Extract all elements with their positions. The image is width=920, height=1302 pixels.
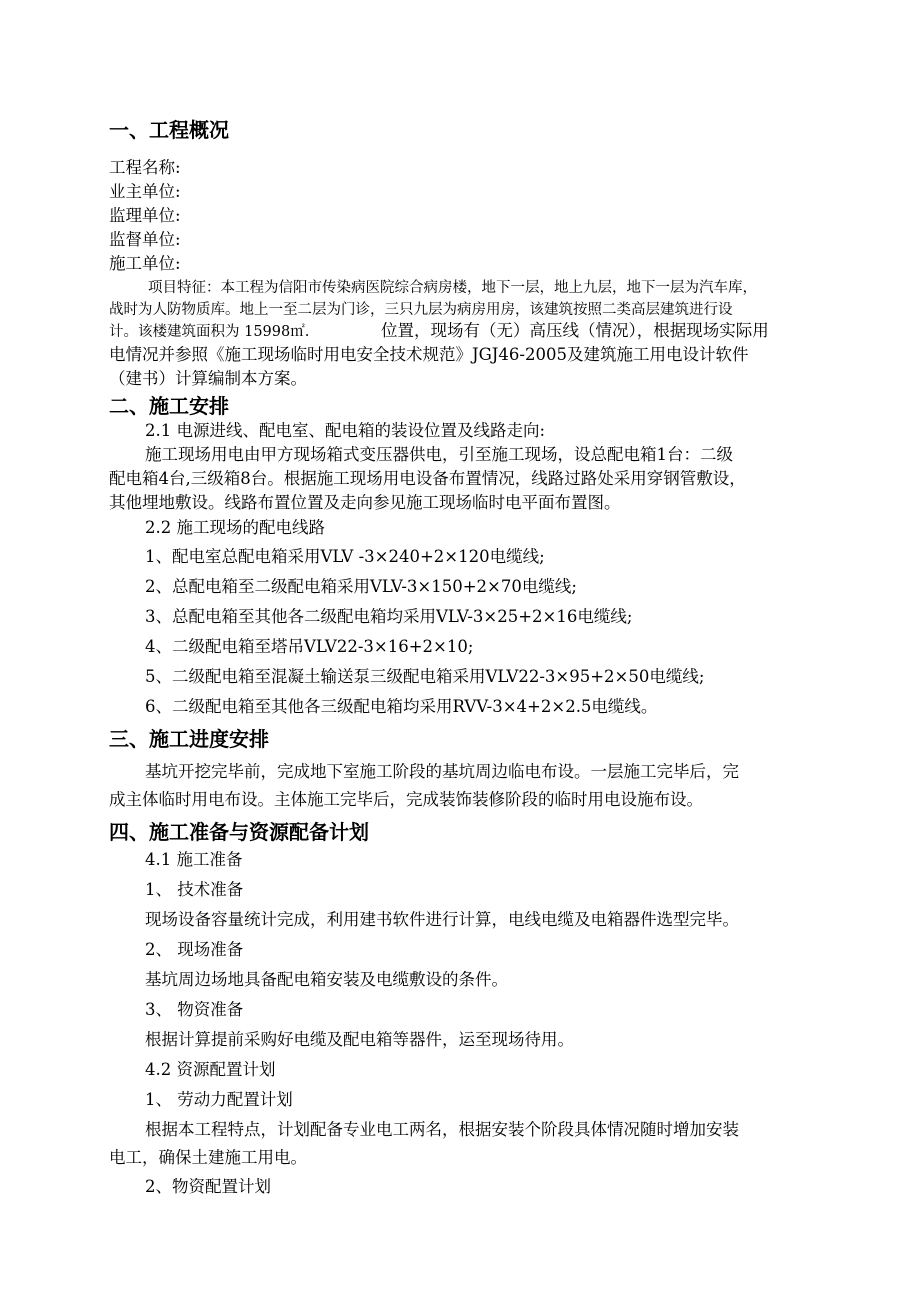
section-2-1-body-3: 其他埋地敷设。线路布置位置及走向参见施工现场临时电平面布置图。 bbox=[109, 493, 621, 512]
field-inspector: 监督单位: bbox=[109, 230, 181, 249]
features-line-2: 战时为人防物质库。地上一至二层为门诊，三只九层为病房用房，该建筑按照二类高层建筑进行设 bbox=[109, 302, 733, 318]
tech-prep-body: 现场设备容量统计完成，利用建书软件进行计算，电线电缆及电箱器件选型完毕。 bbox=[145, 910, 739, 929]
cable-line-3: 3、总配电箱至其他各二级配电箱均采用VLV-3×25+2×16电缆线; bbox=[145, 607, 633, 626]
section-2-1-body-2: 配电箱4台,三级箱8台。根据施工现场用电设备布置情况，线路过路处采用穿钢管敷设， bbox=[109, 469, 746, 488]
field-project-name: 工程名称: bbox=[109, 158, 181, 177]
section-4-heading: 四、施工准备与资源配备计划 bbox=[109, 820, 369, 844]
cable-line-1: 1、配电室总配电箱采用VLV -3×240+2×120电缆线; bbox=[145, 547, 545, 566]
field-supervisor: 监理单位: bbox=[109, 206, 181, 225]
section-2-2-title: 2.2 施工现场的配电线路 bbox=[145, 518, 325, 537]
section-3-body-1: 基坑开挖完毕前，完成地下室施工阶段的基坑周边临电布设。一层施工完毕后，完 bbox=[145, 762, 739, 781]
cable-line-5: 5、二级配电箱至混凝土输送泵三级配电箱采用VLV22-3×95+2×50电缆线; bbox=[145, 667, 705, 686]
section-3-body-2: 成主体临时用电布设。主体施工完毕后，完成装饰装修阶段的临时用电设施布设。 bbox=[109, 790, 703, 809]
cable-line-2: 2、总配电箱至二级配电箱采用VLV-3×150+2×70电缆线; bbox=[145, 577, 577, 596]
material-prep-title: 3、 物资准备 bbox=[145, 1000, 244, 1019]
section-4-2-title: 4.2 资源配置计划 bbox=[145, 1060, 276, 1079]
features-line-3b: 位置，现场有（无）高压线（情况），根据现场实际用 bbox=[381, 321, 769, 340]
material-plan-title: 2、物资配置计划 bbox=[145, 1177, 271, 1196]
labor-plan-body-2: 电工，确保土建施工用电。 bbox=[109, 1148, 307, 1167]
section-2-1-body-1: 施工现场用电由甲方现场箱式变压器供电，引至施工现场，设总配电箱1台：二级 bbox=[145, 445, 733, 464]
cable-line-4: 4、二级配电箱至塔吊VLV22-3×16+2×10; bbox=[145, 637, 474, 656]
features-line-4: 电情况并参照《施工现场临时用电安全技术规范》JGJ46-2005及建筑施工用电设计软件 bbox=[109, 345, 749, 364]
features-line-3: 计。该楼建筑面积为 15998㎡. bbox=[109, 324, 310, 340]
section-2-1-title: 2.1 电源进线、配电室、配电箱的装设位置及线路走向: bbox=[145, 421, 546, 440]
field-owner: 业主单位: bbox=[109, 182, 181, 201]
features-line-5: （建书）计算编制本方案。 bbox=[109, 369, 307, 388]
section-3-heading: 三、施工进度安排 bbox=[109, 727, 269, 751]
section-4-1-title: 4.1 施工准备 bbox=[145, 850, 243, 869]
labor-plan-title: 1、 劳动力配置计划 bbox=[145, 1090, 293, 1109]
labor-plan-body-1: 根据本工程特点，计划配备专业电工两名，根据安装个阶段具体情况随时增加安装 bbox=[145, 1120, 739, 1139]
tech-prep-title: 1、 技术准备 bbox=[145, 880, 244, 899]
section-2-heading: 二、施工安排 bbox=[109, 394, 229, 418]
cable-line-6: 6、二级配电箱至其他各三级配电箱均采用RVV-3×4+2×2.5电缆线。 bbox=[145, 697, 658, 716]
field-contractor: 施工单位: bbox=[109, 254, 181, 273]
site-prep-title: 2、 现场准备 bbox=[145, 940, 244, 959]
site-prep-body: 基坑周边场地具备配电箱安装及电缆敷设的条件。 bbox=[145, 970, 508, 989]
features-line-1: 项目特征：本工程为信阳市传染病医院综合病房楼，地下一层，地上九层，地下一层为汽车库， bbox=[148, 280, 757, 296]
material-prep-body: 根据计算提前采购好电缆及配电箱等器件，运至现场待用。 bbox=[145, 1030, 574, 1049]
section-1-heading: 一、工程概况 bbox=[109, 118, 229, 142]
